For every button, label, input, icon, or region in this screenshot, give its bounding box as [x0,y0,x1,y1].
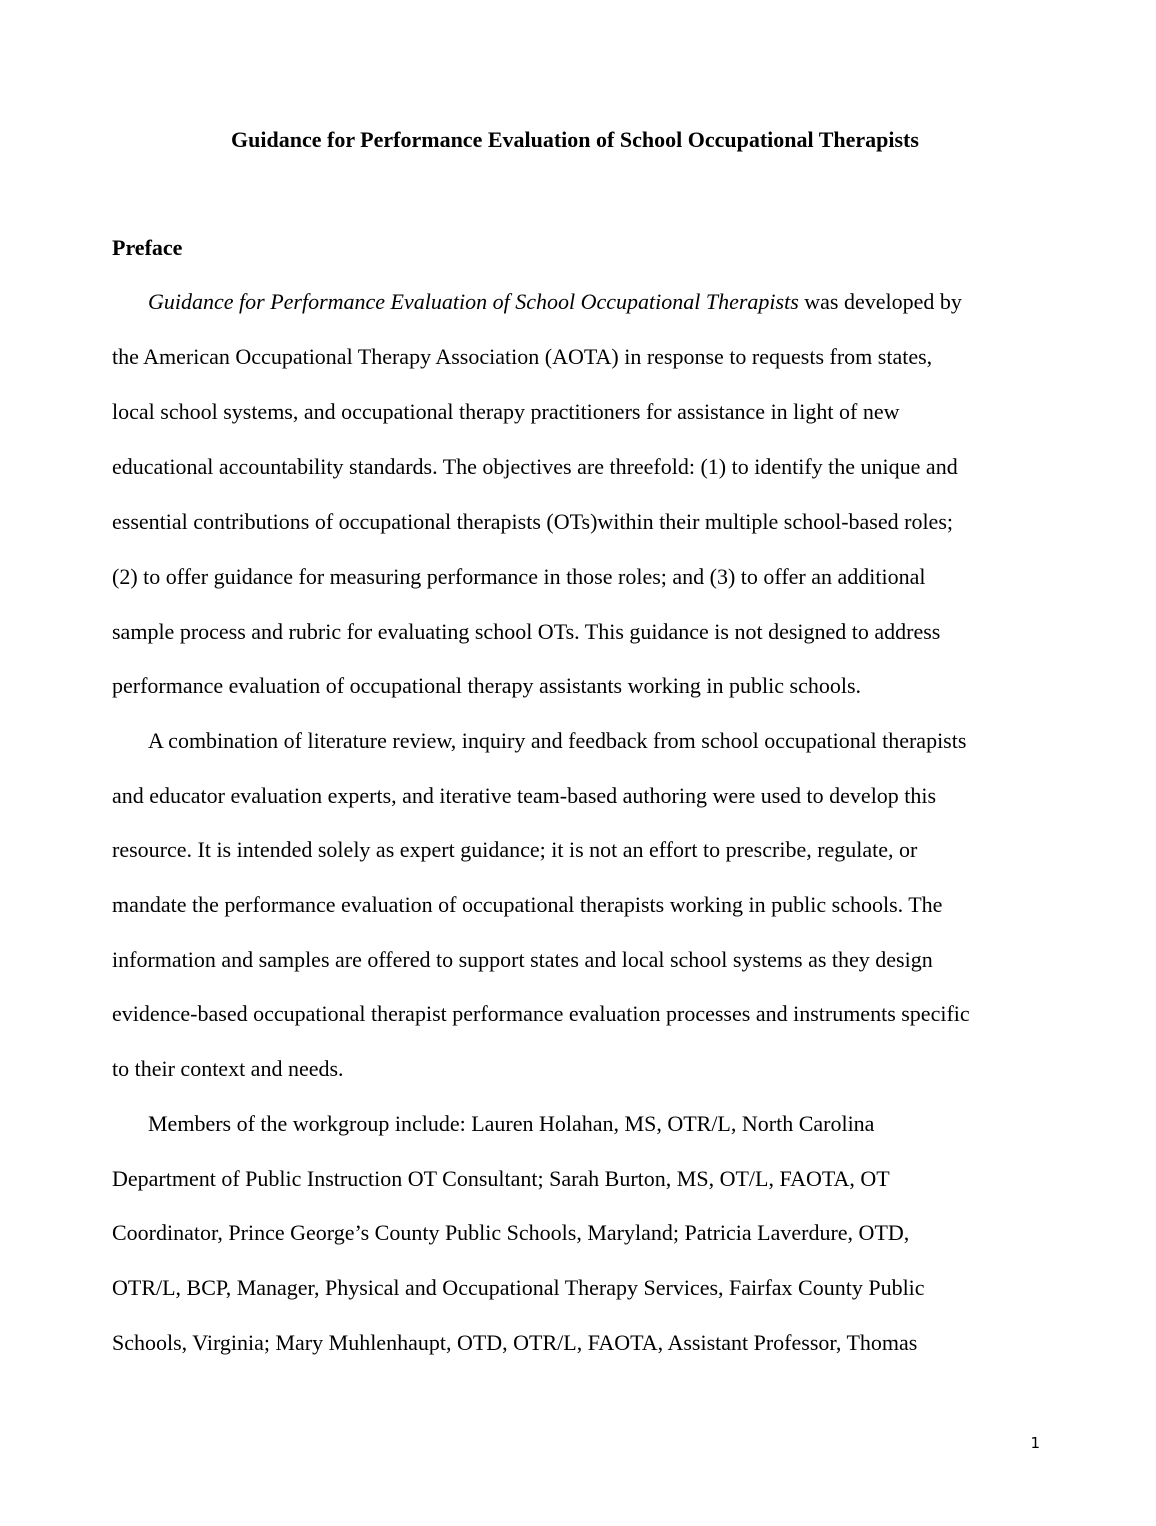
paragraph-2-line: to their context and needs. [112,1056,344,1081]
paragraph-3-line: Department of Public Instruction OT Consultant; Sarah Burton, MS, OT/L, FAOTA, OT [112,1166,890,1191]
paragraph-3-line: Schools, Virginia; Mary Muhlenhaupt, OTD, OTR/L, FAOTA, Assistant Professor, Thomas [112,1330,918,1355]
paragraph-2-line: resource. It is intended solely as expert guidance; it is not an effort to prescribe, regulate, or [112,837,918,862]
paragraph-1-line: sample process and rubric for evaluating school OTs. This guidance is not designed to address [112,619,941,644]
section-heading-preface: Preface [112,235,183,260]
paragraph-3-line: Members of the workgroup include: Lauren Holahan, MS, OTR/L, North Carolina [148,1111,875,1136]
paragraph-3-line: OTR/L, BCP, Manager, Physical and Occupational Therapy Services, Fairfax County Public [112,1275,925,1300]
paragraph-1-line: the American Occupational Therapy Association (AOTA) in response to requests from states, [112,344,933,369]
paragraph-3-line: Coordinator, Prince George’s County Public Schools, Maryland; Patricia Laverdure, OTD, [112,1220,910,1245]
paragraph-1-line: performance evaluation of occupational therapy assistants working in public schools. [112,673,862,698]
document-title: Guidance for Performance Evaluation of School Occupational Therapists [231,127,919,152]
paragraph-1-line: (2) to offer guidance for measuring performance in those roles; and (3) to offer an additional [112,564,926,589]
paragraph-2-line: and educator evaluation experts, and iterative team-based authoring were used to develop this [112,783,937,808]
paragraph-2-line: information and samples are offered to support states and local school systems as they design [112,947,933,972]
paragraph-1-line-1-rest: was developed by [798,289,962,314]
paragraph-2-line: A combination of literature review, inquiry and feedback from school occupational therapists [148,728,967,753]
paragraph-2-line: mandate the performance evaluation of occupational therapists working in public schools. The [112,892,943,917]
paragraph-1-line: essential contributions of occupational therapists (OTs)within their multiple school-based roles; [112,509,953,534]
paragraph-1-line: educational accountability standards. The objectives are threefold: (1) to identify the unique and [112,454,958,479]
page-number: 1 [1030,1434,1040,1452]
paragraph-1-line-1 [148,286,962,318]
paragraph-2-line: evidence-based occupational therapist performance evaluation processes and instruments specific [112,1001,970,1026]
document-title-italic: Guidance for Performance Evaluation of School Occupational Therapists [148,289,799,314]
paragraph-1-line: local school systems, and occupational therapy practitioners for assistance in light of new [112,399,900,424]
